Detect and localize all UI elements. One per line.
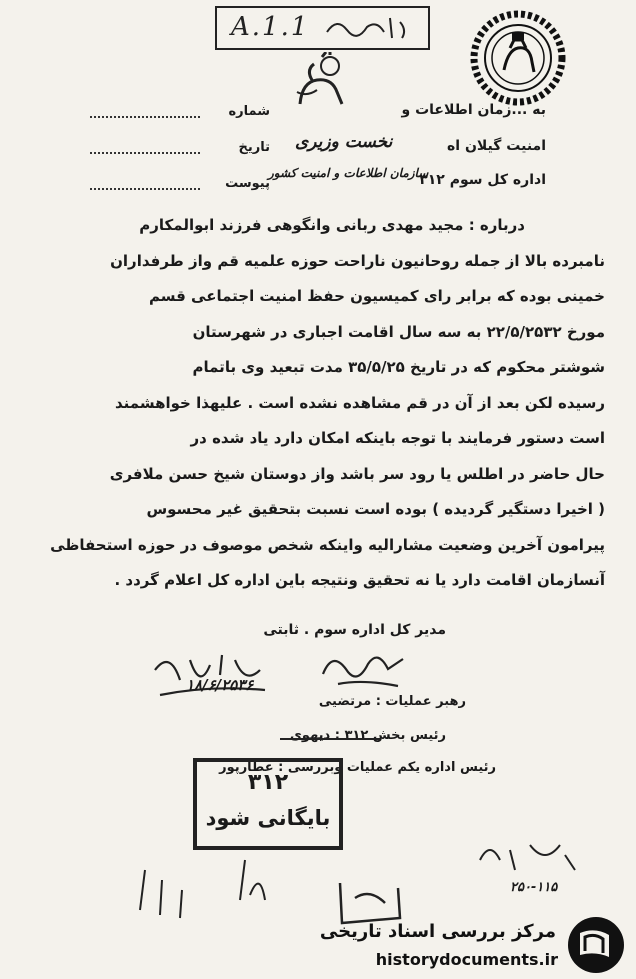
- body-line: درباره : مجید مهدی ربانی وانگوهی فرزند ابوالمکارم: [139, 216, 525, 234]
- section-head-line: رئیس بخش ۳۱۲ : دیهوی: [290, 728, 446, 743]
- bottom-signature: [330, 868, 410, 928]
- body-line: نامبرده بالا از جمله روحانیون ناراحت حوزه علمیه قم واز طرفداران: [110, 251, 605, 270]
- stamp-text: بایگانی شود: [205, 806, 331, 830]
- savak-seal-icon: [470, 10, 566, 106]
- stamp-number: ۳۱۲: [247, 770, 289, 795]
- archive-stamp: [193, 758, 343, 850]
- director-signature: [318, 644, 408, 690]
- header-line-1: به ...زمان اطلاعات و: [401, 102, 546, 118]
- top-reference-text: A.1.1: [231, 12, 310, 42]
- handwritten-scribble: [322, 12, 412, 42]
- dept-head-line: رئیس اداره یکم عملیات وبررسی : عطارپور: [219, 760, 496, 775]
- section-head-sign-line: [280, 738, 380, 740]
- field-date: [90, 140, 270, 160]
- field-number-line: [90, 116, 200, 118]
- header-line-2: امنیت گیلان اه: [447, 138, 546, 154]
- field-attachment: [90, 176, 270, 196]
- header-line-3: اداره کل سوم ۳۱۲: [419, 172, 546, 188]
- footer-url[interactable]: historydocuments.ir: [375, 950, 558, 969]
- letter-body: [40, 208, 605, 599]
- field-number: [90, 104, 270, 124]
- lion-sun-emblem-icon: [292, 52, 352, 110]
- header-organization: سازمان اطلاعات و امنیت کشور: [268, 166, 429, 180]
- field-attachment-label: پیوست: [225, 176, 270, 191]
- ops-head-line: رهبر عملیات : مرتضیی: [318, 694, 466, 709]
- history-documents-logo-icon: [565, 915, 627, 975]
- director-line: مدیر کل اداره سوم . ثابتی: [263, 622, 446, 638]
- field-attachment-line: [90, 188, 200, 190]
- body-line: ( اخیرا دستگیر گردیده ) بوده است نسبت بتحقیق غیر محسوس: [146, 500, 605, 518]
- body-line: مورخ ۲۲/۵/۲۵۳۲ به سه سال اقامت اجباری در شهرستان: [192, 322, 605, 341]
- field-date-line: [90, 152, 200, 154]
- body-line: آنسازمان اقامت دارد یا نه تحقیق ونتیجه باین اداره کل اعلام گردد .: [114, 571, 605, 589]
- body-line: رسیده لکن بعد از آن در قم مشاهده نشده است . علیهذا خواهشمند: [114, 393, 605, 412]
- field-date-label: تاریخ: [238, 140, 270, 155]
- top-reference-box: [215, 6, 430, 50]
- handwritten-marks: [120, 840, 270, 920]
- footer-title: مرکز بررسی اسناد تاریخی: [319, 921, 556, 942]
- body-line: است دستور فرمایند با توجه باینکه امکان دارد یاد شده در: [190, 429, 605, 447]
- body-line: شوشتر محکوم که در تاریخ ۳۵/۵/۲۵ مدت تبعید وی باتمام: [192, 358, 605, 376]
- body-line: حال حاضر در اطلس یا رود سر باشد واز دوستان شیخ حسن ملافری: [109, 464, 605, 483]
- body-line: خمینی بوده که برابر رای کمیسیون حفظ امنیت اجتماعی قسم: [148, 287, 605, 305]
- handwritten-date: ۱۸/۶/۲۵۳۶: [186, 676, 254, 694]
- corner-scribble: [470, 830, 580, 880]
- body-line: پیرامون آخرین وضعیت مشارالیه واینکه شخص موصوف در حوزه استحفاظی: [50, 535, 605, 554]
- header-handwritten-ministry: نخست وزیری: [295, 132, 393, 152]
- field-number-label: شماره: [228, 104, 270, 119]
- corner-number: ۲۵۰-۱۱۵: [510, 880, 558, 895]
